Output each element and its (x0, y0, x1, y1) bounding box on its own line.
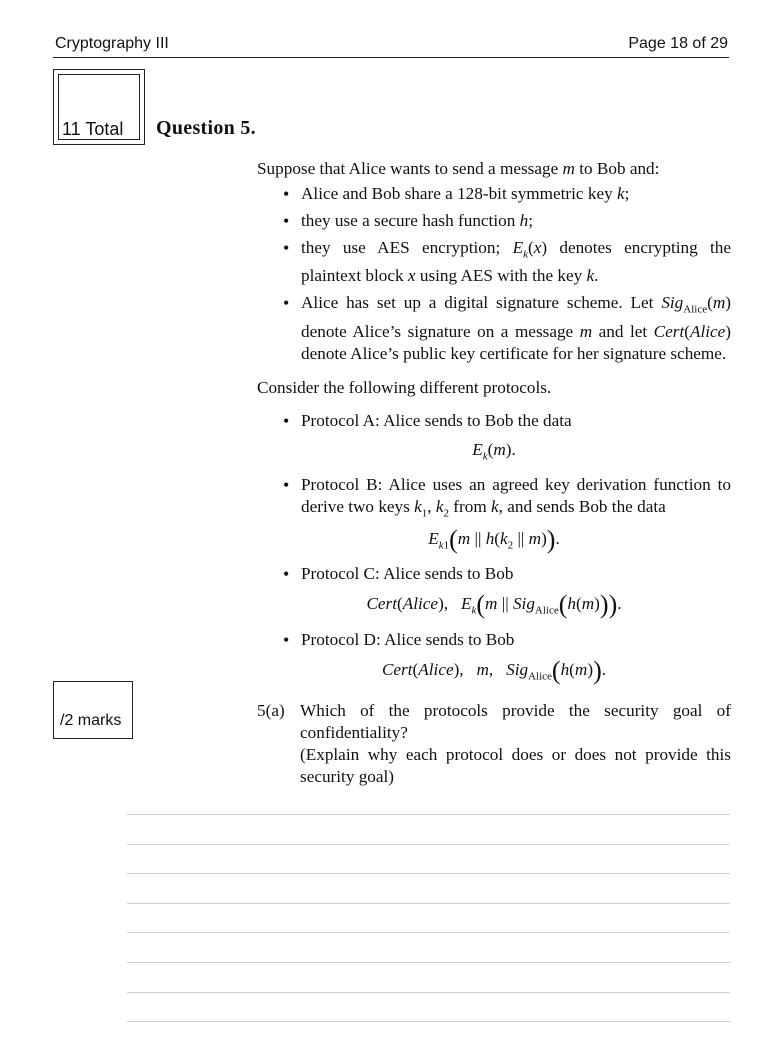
protocol-a (257, 410, 731, 467)
marks-box (53, 681, 133, 739)
subquestion-number: 5(a) (257, 701, 285, 720)
course-title: Cryptography III (55, 35, 169, 52)
answer-line[interactable] (127, 903, 730, 904)
answer-line[interactable] (127, 814, 730, 815)
protocol-b-formula: $E_{k1}(m$ || $h(k_2$ || m)). (428, 525, 560, 555)
protocol-b (257, 474, 731, 557)
answer-line[interactable] (127, 932, 730, 933)
list-item: • they use AES encryption; $E_k(x)$ denotes encrypting the plaintext block x using AES with the key k. (257, 237, 731, 287)
protocol-c-text: • Protocol C: Alice sends to Bob (257, 563, 731, 585)
protocol-d-formula: Cert(Alice), m, Sig$_{Alice}$(h(m)). (381, 656, 607, 685)
subquestion-text: Which of the protocols provide the security goal of confidentiality? (300, 701, 731, 742)
consider-text: Consider the following different protocols. (257, 378, 552, 397)
marks-label: /2 marks (60, 712, 122, 729)
page-number: Page 18 of 29 (628, 35, 728, 52)
protocol-a-text: • Protocol A: Alice sends to Bob the data (257, 410, 731, 432)
protocol-b-text: • Protocol B: Alice uses an agreed key derivation function to derive two keys $k_1$, $k_2$ from k, and sends Bob the data (257, 474, 731, 524)
subquestion-hint: (Explain why each protocol does or does not provide this security goal) (300, 745, 731, 786)
answer-line[interactable] (127, 1021, 730, 1022)
list-item: • they use a secure hash function h; (257, 210, 731, 232)
answer-line[interactable] (127, 873, 730, 874)
question-title: Question 5. (156, 117, 256, 139)
answer-line[interactable] (127, 962, 730, 963)
subquestion-5a (257, 700, 731, 788)
answer-line[interactable] (127, 992, 730, 993)
total-marks-label: 11 Total (62, 119, 124, 139)
list-item: • Alice and Bob share a 128-bit symmetric key k; (257, 183, 731, 205)
assumption-list (257, 183, 731, 370)
list-item: • Alice has set up a digital signature scheme. Let Sig$_{Alice}$(m) denote Alice’s signature on a message m and let Cert(Alice) denote Alice’s public key certificate for her signature scheme. (257, 292, 731, 364)
protocol-d (257, 629, 731, 687)
intro-text: Suppose that Alice wants to send a message m to Bob and: (257, 159, 660, 178)
protocol-d-text: • Protocol D: Alice sends to Bob (257, 629, 731, 651)
answer-line[interactable] (127, 844, 730, 845)
protocol-a-formula: $E_k(m)$. (472, 440, 516, 463)
protocol-c-formula: Cert(Alice), $E_k(m$ || Sig$_{Alice}$(h(m))). (366, 590, 622, 619)
protocol-c (257, 563, 731, 621)
header-rule (53, 57, 729, 58)
